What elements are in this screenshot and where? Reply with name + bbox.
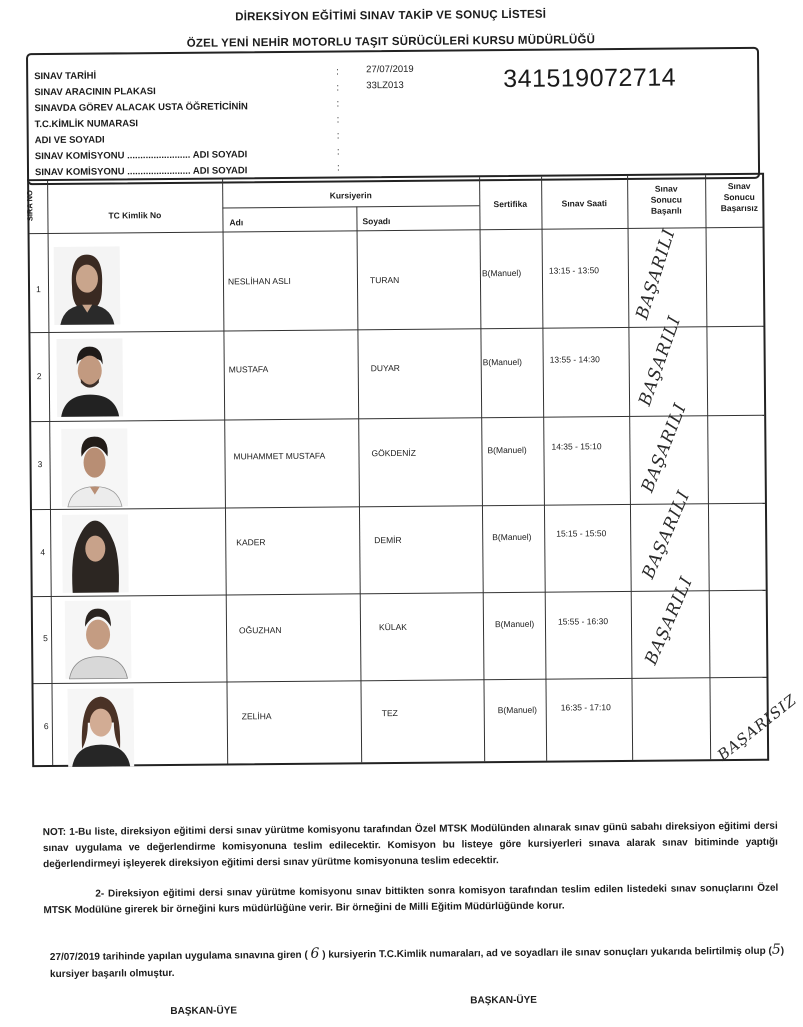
result-pass-handwritten: BAŞARILI — [635, 313, 686, 409]
student-photo — [54, 246, 121, 325]
row-number: 3 — [37, 459, 43, 470]
info-label-commission-2: SINAV KOMİSYONU ........................ ADI SOYADI — [34, 165, 248, 179]
student-certificate: B(Manuel) — [492, 531, 532, 543]
student-exam-time: 15:55 - 16:30 — [557, 616, 609, 627]
header-basarili: Sınav Sonucu Başarılı — [650, 183, 682, 216]
row-number: 6 — [43, 721, 49, 732]
row-number: 4 — [40, 547, 46, 558]
student-certificate: B(Manuel) — [482, 356, 522, 368]
header-sinav-saati: Sınav Saati — [561, 198, 608, 209]
info-colon: : — [336, 162, 340, 174]
info-value-exam-date: 27/07/2019 — [366, 63, 414, 76]
student-first-name: MUHAMMET MUSTAFA — [233, 450, 326, 462]
student-last-name: TEZ — [381, 707, 398, 719]
info-label-commission-1: SINAV KOMİSYONU ........................ ADI SOYADI — [34, 149, 248, 163]
student-first-name: MUSTAFA — [228, 364, 269, 375]
student-first-name: NESLİHAN ASLI — [227, 275, 291, 287]
result-pass-handwritten: BAŞARILI — [638, 487, 695, 582]
info-colon: : — [336, 98, 340, 110]
student-certificate: B(Manuel) — [481, 267, 522, 279]
note-1: NOT: 1-Bu liste, direksiyon eğitimi dersi sınav yürütme komisyonu tarafından Özel MTSK Modülünden alınarak sınav günü sabahı direksiyon eğitimi dersi sınav uygulama ve değerlendirme komisyonuna teslim edilecektir. Komisyon bu listeye göre kursiyerleri sınava alarak sınav bitiminde yaptığı değerlendirmeyi işleyerek direksiyon eğitimi dersi sınav yürütme komisyonuna teslim edecektir. — [42, 820, 778, 871]
row-number: 1 — [35, 284, 41, 295]
info-colon: : — [336, 130, 340, 142]
student-first-name: KADER — [236, 537, 266, 548]
result-fail-handwritten: BAŞARISIZ — [714, 690, 801, 765]
result-pass-handwritten: BAŞARILI — [637, 400, 691, 496]
summary-part-1: 27/07/2019 tarihinde yapılan uygulama sınavına giren ( — [49, 949, 308, 964]
header-sertifika: Sertifika — [493, 198, 528, 210]
summary-part-2: ) kursiyerin T.C.Kimlik numaraları, ad ve soyadları ile sınav sonuçları yukarıda belirtilmiş olup ( — [322, 945, 772, 961]
info-label-tc-number: T.C.KİMLİK NUMARASI — [34, 118, 139, 131]
row-number: 2 — [36, 371, 42, 382]
student-photo — [61, 428, 128, 507]
signature-left-label: BAŞKAN-ÜYE — [170, 1005, 238, 1017]
student-last-name: KÜLAK — [378, 621, 407, 633]
student-last-name: DEMİR — [374, 534, 402, 546]
header-kursiyerin: Kursiyerin — [329, 190, 372, 201]
document-subtitle: ÖZEL YENİ NEHİR MOTORLU TAŞIT SÜRÜCÜLERİ KURSU MÜDÜRLÜĞÜ — [186, 34, 596, 50]
student-photo — [56, 338, 123, 417]
summary-part-3: ) kursiyer başarılı olmuştur. — [49, 945, 785, 981]
info-value-vehicle-plate: 33LZ013 — [366, 79, 404, 92]
student-photo — [68, 688, 135, 767]
info-colon: : — [336, 66, 339, 78]
result-pass-handwritten: BAŞARILI — [641, 573, 698, 668]
header-soyadi: Soyadı — [362, 216, 391, 227]
student-certificate: B(Manuel) — [487, 444, 527, 456]
student-exam-time: 16:35 - 17:10 — [560, 702, 611, 713]
student-exam-time: 13:55 - 14:30 — [549, 354, 600, 365]
student-last-name: TURAN — [369, 274, 400, 286]
student-photo — [62, 514, 129, 593]
student-first-name: ZELİHA — [241, 711, 272, 722]
count-entered-handwritten: 6 — [310, 945, 320, 962]
students-table — [25, 173, 801, 767]
student-last-name: DUYAR — [370, 362, 400, 374]
student-exam-time: 13:15 - 13:50 — [548, 265, 600, 276]
student-last-name: GÖKDENİZ — [371, 447, 416, 459]
result-pass-handwritten: BAŞARILI — [632, 226, 680, 322]
document-number: 341519072714 — [503, 63, 677, 94]
student-exam-time: 15:15 - 15:50 — [556, 528, 607, 539]
info-label-instructor: SINAVDA GÖREV ALACAK USTA ÖĞRETİCİNİN — [34, 101, 248, 115]
count-passed-handwritten: 5 — [771, 941, 781, 958]
student-certificate: B(Manuel) — [494, 618, 535, 630]
info-colon: : — [336, 146, 340, 158]
note-2: 2- Direksiyon eğitimi dersi sınav yürütme komisyonu sınav bittikten sonra komisyon tarafından teslim edilen listedeki sınav sonuçlarını Özel MTSK Modülüne girerek bir örneğini kurs müdürlüğüne verir. Bir örneğini de Milli Eğitim Müdürlüğünde korur. — [43, 882, 779, 917]
info-colon: : — [336, 114, 340, 126]
header-tc-kimlik: TC Kimlik No — [108, 210, 162, 221]
header-sira-no: SIRA NO — [25, 190, 35, 222]
student-first-name: OĞUZHAN — [238, 624, 282, 636]
info-label-exam-date: SINAV TARİHİ — [34, 70, 97, 83]
info-label-name: ADI VE SOYADI — [34, 134, 105, 147]
student-exam-time: 14:35 - 15:10 — [551, 441, 602, 452]
student-photo — [65, 600, 132, 679]
info-colon: : — [336, 82, 340, 94]
summary-statement — [50, 942, 785, 983]
student-certificate: B(Manuel) — [497, 704, 537, 716]
info-label-vehicle-plate: SINAV ARACININ PLAKASI — [34, 86, 156, 99]
header-basarisiz: Sınav Sonucu Başarısız — [720, 180, 759, 214]
header-adi: Adı — [229, 217, 244, 228]
exam-info-box — [26, 47, 760, 185]
document-title: DİREKSİYON EĞİTİMİ SINAV TAKİP VE SONUÇ LİSTESİ — [235, 8, 547, 24]
row-number: 5 — [43, 633, 48, 644]
signature-right-label: BAŞKAN-ÜYE — [470, 994, 537, 1007]
